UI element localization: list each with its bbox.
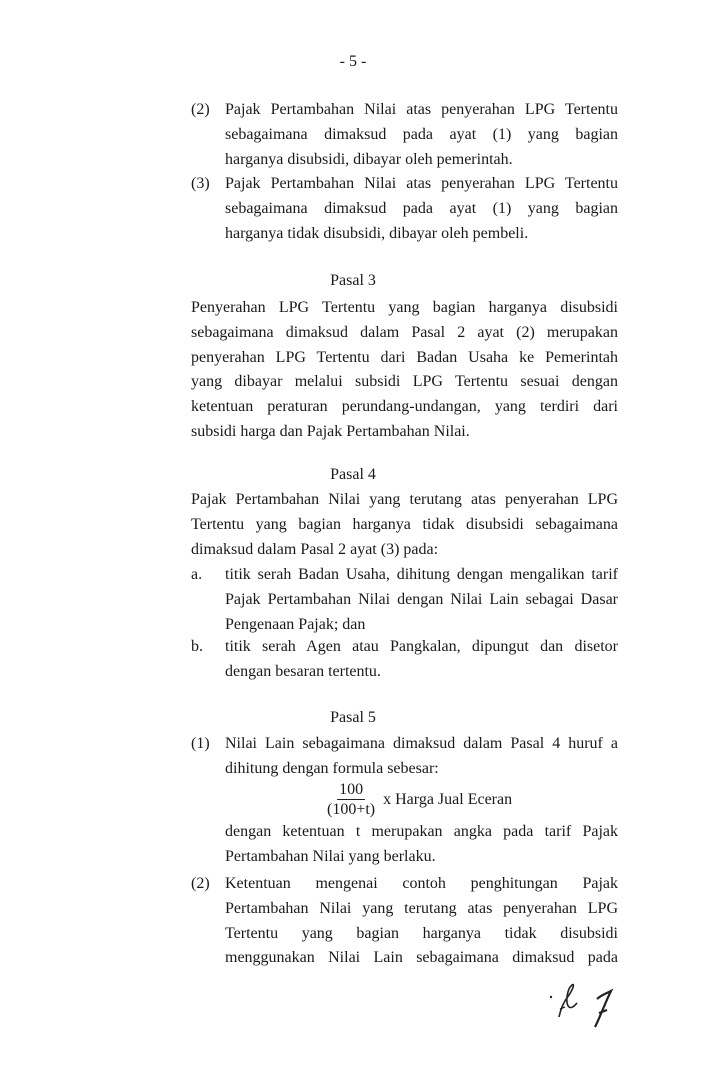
text-line: yang dibayar melalui subsidi LPG Tertentu sesuai dengan [191, 373, 618, 391]
text-line: Pajak Pertambahan Nilai atas penyerahan LPG Tertentu [225, 175, 618, 192]
text-line: dengan ketentuan t merupakan angka pada tarif Pajak [225, 823, 618, 840]
text-line: Tertentu yang bagian harganya tidak disubsidi sebagaimana [191, 515, 618, 533]
text-line: subsidi harga dan Pajak Pertambahan Nilai. [191, 423, 470, 440]
text-line: penyerahan LPG Tertentu dari Badan Usaha ke Pemerintah [191, 348, 618, 366]
formula [327, 780, 512, 820]
text-line: sebagaimana dimaksud pada ayat (1) yang bagian [225, 125, 618, 143]
formula-denominator: (100+t) [327, 801, 376, 818]
text-line: harganya tidak disubsidi, dibayar oleh pembeli. [225, 224, 529, 242]
formula-numerator: 100 [339, 781, 364, 798]
text-line: Pajak Pertambahan Nilai dengan Nilai Lain sebagai Dasar [225, 590, 618, 608]
pasal-heading: Pasal 4 [330, 466, 376, 483]
item-number: a. [191, 566, 203, 583]
formula-rest: x Harga Jual Eceran [383, 791, 513, 808]
item-number: (3) [191, 175, 210, 192]
pasal-heading: Pasal 3 [330, 272, 376, 289]
item-number: b. [191, 638, 203, 655]
text-line: Penyerahan LPG Tertentu yang bagian harganya disubsidi [191, 299, 618, 316]
text-line: Pajak Pertambahan Nilai atas penyerahan LPG Tertentu [225, 101, 618, 118]
text-line: sebagaimana dimaksud pada ayat (1) yang bagian [225, 199, 618, 217]
signature-initials-icon [545, 975, 645, 1035]
text-line: dihitung dengan formula sebesar: [225, 759, 439, 777]
text-line: Pengenaan Pajak; dan [225, 615, 366, 633]
text-line: dengan besaran tertentu. [225, 662, 381, 680]
text-line: Pertambahan Nilai yang terutang atas penyerahan LPG [225, 899, 618, 917]
text-line: harganya disubsidi, dibayar oleh pemerintah. [225, 150, 513, 168]
page-number: - 5 - [339, 53, 367, 70]
text-line: ketentuan peraturan perundang-undangan, yang terdiri dari [191, 398, 618, 416]
item-number: (2) [191, 875, 210, 892]
text-line: Pajak Pertambahan Nilai yang terutang atas penyerahan LPG [191, 491, 618, 508]
text-line: titik serah Agen atau Pangkalan, dipungut dan disetor [225, 638, 618, 655]
text-line: Pertambahan Nilai yang berlaku. [225, 847, 436, 865]
item-number: (1) [191, 735, 210, 752]
item-number: (2) [191, 101, 210, 118]
text-line: Tertentu yang bagian harganya tidak disubsidi [225, 924, 618, 942]
text-line: menggunakan Nilai Lain sebagaimana dimaksud pada [225, 949, 618, 967]
text-line: Ketentuan mengenai contoh penghitungan Pajak [225, 875, 618, 892]
pasal-heading: Pasal 5 [330, 709, 376, 726]
text-line: Nilai Lain sebagaimana dimaksud dalam Pasal 4 huruf a [225, 735, 618, 752]
text-line: titik serah Badan Usaha, dihitung dengan mengalikan tarif [225, 566, 618, 583]
text-line: dimaksud dalam Pasal 2 ayat (3) pada: [191, 540, 439, 558]
text-line: sebagaimana dimaksud dalam Pasal 2 ayat (2) merupakan [191, 323, 618, 341]
